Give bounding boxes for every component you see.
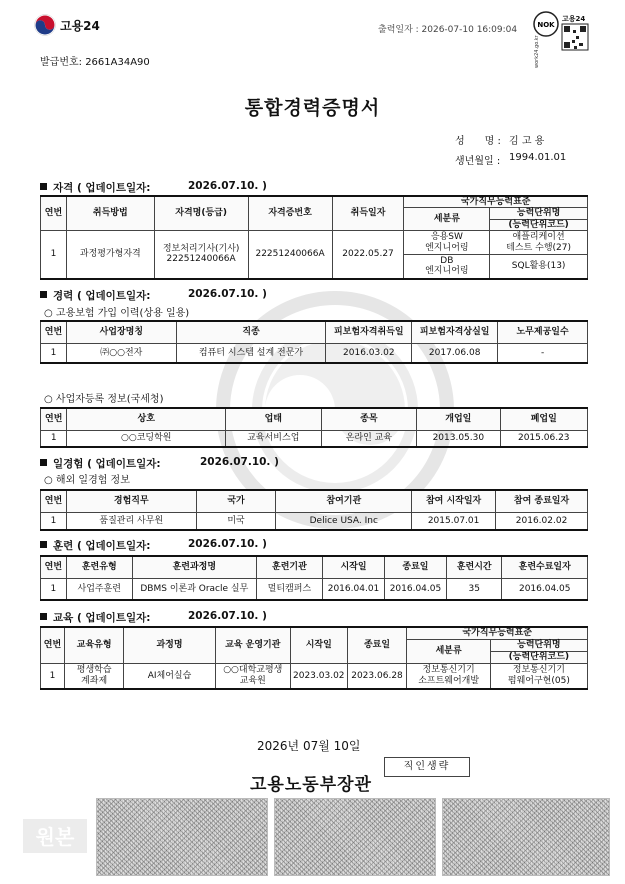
cell-business-type: 교육서비스업 bbox=[226, 430, 322, 447]
cell-training-type: 사업주훈련 bbox=[66, 578, 132, 600]
col-header-start: 시작일 bbox=[323, 556, 385, 578]
cell-subcategory-1: 응용SW 엔지니어링 bbox=[404, 231, 490, 255]
bullet-square-icon bbox=[40, 291, 47, 298]
col-header-no: 연번 bbox=[41, 196, 67, 231]
cell-institution: 멀티캠퍼스 bbox=[256, 578, 322, 600]
taegeuk-logo-icon bbox=[34, 14, 56, 36]
col-header-subcategory: 세분류 bbox=[407, 639, 490, 663]
overseas-subtitle: ○ 해외 일경험 정보 bbox=[44, 475, 130, 486]
cell-start: 2023.03.02 bbox=[291, 663, 348, 689]
cell-date: 2022.05.27 bbox=[332, 231, 404, 279]
education-table bbox=[40, 626, 588, 690]
cell-start: 2016.04.01 bbox=[323, 578, 385, 600]
col-header-labor-days: 노무제공일수 bbox=[498, 321, 588, 343]
col-header-no: 연번 bbox=[41, 627, 65, 663]
cell-close-date: 2015.06.23 bbox=[500, 430, 587, 447]
col-header-start: 참여 시작일자 bbox=[412, 490, 496, 512]
badge-label: 고용24 bbox=[562, 15, 586, 23]
cell-org: Delice USA. Inc bbox=[276, 512, 412, 530]
col-header-course: 훈련과정명 bbox=[132, 556, 256, 578]
cell-no: 1 bbox=[41, 231, 67, 279]
cell-end: 2016.04.05 bbox=[384, 578, 446, 600]
insurance-table bbox=[40, 320, 588, 364]
cell-edu-type: 평생학습 계좌제 bbox=[64, 663, 124, 689]
person-name: 김 고 용 bbox=[509, 136, 545, 147]
bullet-square-icon bbox=[40, 613, 47, 620]
cell-no: 1 bbox=[41, 512, 67, 530]
career-section-date: 2026.07.10. ) bbox=[188, 288, 267, 300]
insurance-subtitle: ○ 고용보험 가입 이력(상용 일용) bbox=[44, 308, 190, 319]
col-header-subcategory: 세분류 bbox=[404, 208, 490, 231]
cell-course: AI체어실습 bbox=[124, 663, 215, 689]
cell-acquired: 2016.03.02 bbox=[326, 343, 412, 363]
col-header-job: 경험직무 bbox=[66, 490, 196, 512]
issue-number: 발급번호: 2661A34A90 bbox=[40, 57, 150, 68]
cell-completion: 2016.04.05 bbox=[502, 578, 588, 600]
business-table bbox=[40, 407, 588, 448]
cell-course: DBMS 이론과 Oracle 실무 bbox=[132, 578, 256, 600]
work-experience-section-date: 2026.07.10. ) bbox=[200, 456, 279, 468]
cell-end: 2023.06.28 bbox=[347, 663, 407, 689]
training-section-date: 2026.07.10. ) bbox=[188, 538, 267, 550]
col-header-unit-name: 능력단위명 bbox=[490, 208, 588, 219]
col-header-method: 취득방법 bbox=[66, 196, 154, 231]
col-header-edu-type: 교육유형 bbox=[64, 627, 124, 663]
col-header-no: 연번 bbox=[41, 321, 67, 343]
col-header-org: 교육 운영기관 bbox=[215, 627, 290, 663]
education-section-title: 교육 ( 업데이트일자: bbox=[40, 610, 150, 625]
cell-workplace: ㈜○○전자 bbox=[66, 343, 176, 363]
svg-text:NOK: NOK bbox=[537, 21, 555, 29]
anti-forgery-barcode-3 bbox=[442, 798, 610, 876]
table-row bbox=[41, 430, 588, 447]
bullet-square-icon bbox=[40, 183, 47, 190]
cell-job: 품질관리 사무원 bbox=[66, 512, 196, 530]
col-header-ncs: 국가직무능력표준 bbox=[404, 196, 588, 208]
cell-unit-1: 애플리케이션 테스트 수행(27) bbox=[490, 231, 588, 255]
cell-start: 2015.07.01 bbox=[412, 512, 496, 530]
col-header-end: 종료일 bbox=[384, 556, 446, 578]
business-subtitle: ○ 사업자등록 정보(국세청) bbox=[44, 394, 164, 405]
col-header-date: 취득일자 bbox=[332, 196, 404, 231]
cell-trade-name: ○○코딩학원 bbox=[67, 430, 226, 447]
bullet-square-icon bbox=[40, 459, 47, 466]
col-header-cert-name: 자격명(등급) bbox=[154, 196, 248, 231]
qualification-section-date: 2026.07.10. ) bbox=[188, 180, 267, 192]
col-header-completion: 훈련수료일자 bbox=[502, 556, 588, 578]
col-header-unit-code: (능력단위코드) bbox=[490, 651, 587, 663]
cell-end: 2016.02.02 bbox=[496, 512, 588, 530]
cell-subcategory-2: DB 엔지니어링 bbox=[404, 255, 490, 279]
cell-labor-days: - bbox=[498, 343, 588, 363]
cell-open-date: 2013.05.30 bbox=[417, 430, 500, 447]
col-header-lost: 피보험자격상실일 bbox=[412, 321, 498, 343]
col-header-hours: 훈련시간 bbox=[446, 556, 502, 578]
svg-text:원본: 원본 bbox=[35, 825, 75, 849]
col-header-no: 연번 bbox=[41, 490, 67, 512]
col-header-category: 종목 bbox=[321, 408, 417, 430]
col-header-start: 시작일 bbox=[291, 627, 348, 663]
education-section-date: 2026.07.10. ) bbox=[188, 610, 267, 622]
cell-no: 1 bbox=[41, 663, 65, 689]
col-header-cert-no: 자격증번호 bbox=[248, 196, 332, 231]
cell-country: 미국 bbox=[196, 512, 276, 530]
cell-category: 온라인 교육 bbox=[321, 430, 417, 447]
col-header-open-date: 개업일 bbox=[417, 408, 500, 430]
cell-hours: 35 bbox=[446, 578, 502, 600]
cell-lost: 2017.06.08 bbox=[412, 343, 498, 363]
cell-no: 1 bbox=[41, 343, 67, 363]
col-header-workplace: 사업장명칭 bbox=[66, 321, 176, 343]
col-header-unit-code: (능력단위코드) bbox=[490, 219, 588, 230]
table-row bbox=[41, 231, 588, 255]
cell-no: 1 bbox=[41, 578, 67, 600]
cell-unit: 정보통신기기 펌웨어구현(05) bbox=[490, 663, 587, 689]
col-header-end: 종료일 bbox=[347, 627, 407, 663]
cell-no: 1 bbox=[41, 430, 67, 447]
cell-unit-2: SQL활용(13) bbox=[490, 255, 588, 279]
col-header-course: 과정명 bbox=[124, 627, 215, 663]
cell-org: ○○대학교평생 교육원 bbox=[215, 663, 290, 689]
col-header-occupation: 직종 bbox=[176, 321, 326, 343]
col-header-unit-name: 능력단위명 bbox=[490, 639, 587, 651]
col-header-no: 연번 bbox=[41, 556, 67, 578]
verification-badge bbox=[532, 10, 592, 70]
print-date: 출력일자 : 2026-07-10 16:09:04 bbox=[378, 25, 518, 35]
badge-side-text: work24.go.kr bbox=[534, 35, 540, 68]
name-label: 성 명 : bbox=[455, 136, 501, 147]
bullet-square-icon bbox=[40, 541, 47, 548]
table-row bbox=[41, 578, 588, 600]
col-header-acquired: 피보험자격취득일 bbox=[326, 321, 412, 343]
minister-title: 고용노동부장관 bbox=[250, 775, 372, 795]
table-row bbox=[41, 343, 588, 363]
sign-date: 2026년 07월 10일 bbox=[257, 739, 361, 753]
original-stamp-icon bbox=[22, 818, 88, 854]
seal-omitted-box: 직인생략 bbox=[384, 757, 470, 777]
col-header-country: 국가 bbox=[196, 490, 276, 512]
document-title: 통합경력증명서 bbox=[244, 97, 381, 119]
col-header-end: 참여 종료일자 bbox=[496, 490, 588, 512]
cell-cert-name: 정보처리기사(기사) 22251240066A bbox=[154, 231, 248, 279]
cell-method: 과정평가형자격 bbox=[66, 231, 154, 279]
anti-forgery-barcode-2 bbox=[274, 798, 436, 876]
col-header-ncs: 국가직무능력표준 bbox=[407, 627, 588, 639]
qualification-section-title: 자격 ( 업데이트일자: bbox=[40, 180, 150, 195]
birth-label: 생년월일 : bbox=[455, 156, 501, 167]
training-table bbox=[40, 555, 588, 601]
cell-occupation: 컴퓨터 시스템 설계 전문가 bbox=[176, 343, 326, 363]
table-row bbox=[41, 512, 588, 530]
qualification-table bbox=[40, 195, 588, 280]
person-birth: 1994.01.01 bbox=[509, 152, 567, 163]
work-experience-table bbox=[40, 489, 588, 531]
col-header-institution: 훈련기관 bbox=[256, 556, 322, 578]
work-experience-section-title: 일경험 ( 업데이트일자: bbox=[40, 456, 161, 471]
table-row bbox=[41, 663, 588, 689]
col-header-org: 참여기관 bbox=[276, 490, 412, 512]
col-header-business-type: 업태 bbox=[226, 408, 322, 430]
goyong24-logo bbox=[34, 14, 100, 36]
col-header-training-type: 훈련유형 bbox=[66, 556, 132, 578]
col-header-close-date: 폐업일 bbox=[500, 408, 587, 430]
cell-cert-no: 22251240066A bbox=[248, 231, 332, 279]
cell-subcategory: 정보통신기기 소프트웨어개발 bbox=[407, 663, 490, 689]
col-header-trade-name: 상호 bbox=[67, 408, 226, 430]
training-section-title: 훈련 ( 업데이트일자: bbox=[40, 538, 150, 553]
anti-forgery-barcode-1 bbox=[96, 798, 268, 876]
col-header-no: 연번 bbox=[41, 408, 67, 430]
career-section-title: 경력 ( 업데이트일자: bbox=[40, 288, 150, 303]
logo-text: 고용24 bbox=[60, 18, 100, 33]
